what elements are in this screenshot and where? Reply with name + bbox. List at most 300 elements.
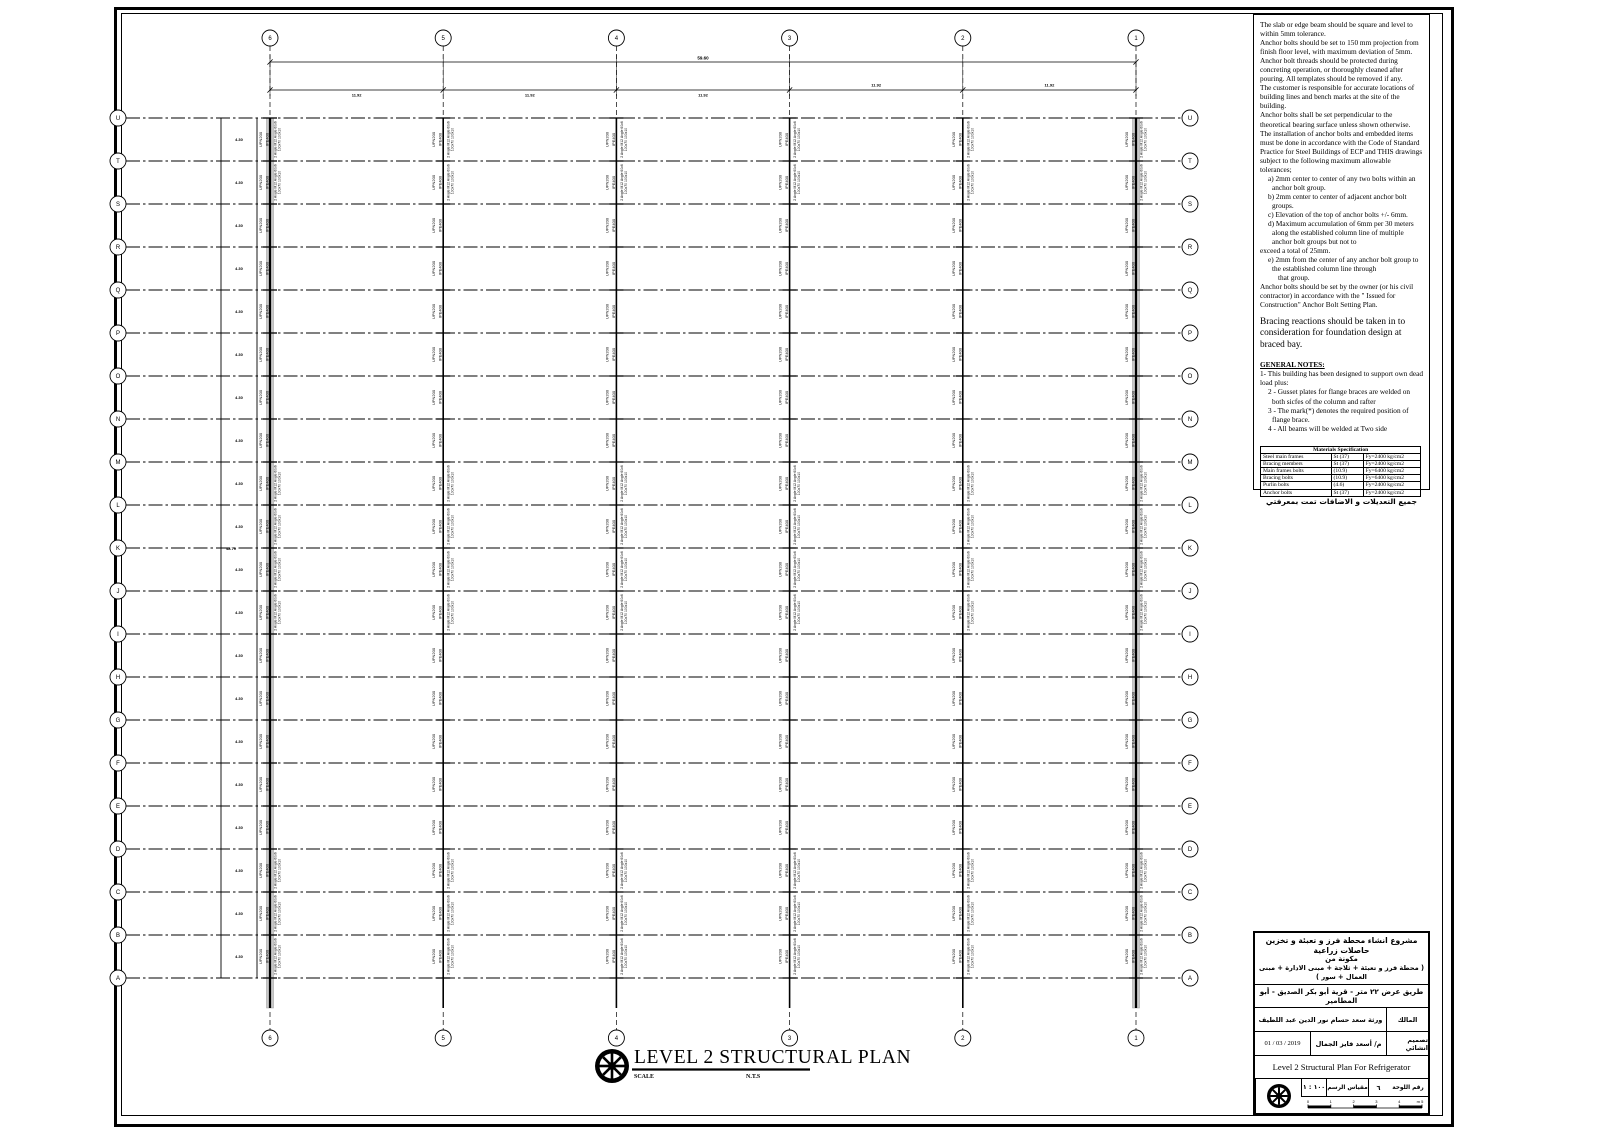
member-label-angle: 100x70 100x10 — [450, 557, 455, 582]
row-bubble-right — [1182, 841, 1198, 857]
member-label-channel: UPN200 — [777, 131, 783, 148]
row-bubble-left — [110, 712, 126, 728]
svg-text:S: S — [1187, 202, 1193, 209]
row-bubble-right — [1182, 110, 1198, 126]
row-gap-dimension: 4.30 — [235, 696, 243, 702]
member-label-angle: 100x70 100x10 — [1143, 901, 1148, 926]
member-label-channel: UPN200 — [950, 346, 956, 363]
member-label-angle: 100x70 100x10 — [970, 514, 975, 539]
member-label-channel: UPN200 — [258, 260, 263, 277]
member-label-channel: UPN200 — [431, 604, 437, 621]
member-label-channel: UPN200 — [1124, 303, 1129, 320]
column-bubble-bottom — [782, 1030, 798, 1046]
note-line: 3 - The mark(*) denotes the required position of flange brace. — [1268, 405, 1409, 424]
member-label-angle: 100x70 100x10 — [623, 557, 628, 582]
row-bubble-right — [1182, 626, 1198, 642]
member-label-angle: 100x70 100x10 — [1143, 471, 1148, 496]
member-label-beam: IPE400 — [957, 820, 963, 835]
bay-dimension: 11.92 — [698, 92, 708, 98]
member-label-channel: UPN200 — [604, 690, 610, 707]
member-label-channel: UPN200 — [950, 819, 956, 836]
row-bubble-right — [1182, 798, 1198, 814]
member-label-channel: UPN200 — [777, 260, 783, 277]
row-bubble-right — [1182, 153, 1198, 169]
member-label-angle: 100x70 100x10 — [450, 471, 455, 496]
row-gap-dimension: 4.30 — [235, 782, 243, 788]
member-label-beam: IPE400 — [610, 605, 616, 620]
svg-text:6: 6 — [268, 1036, 272, 1043]
member-label-angle: 2 Angle M12 Angle 60x6 — [966, 121, 971, 158]
member-label-angle: 2 Angle M12 Angle 60x6 — [273, 852, 278, 889]
member-label-angle: 100x70 100x10 — [797, 858, 802, 883]
member-label-channel: UPN200 — [258, 217, 263, 234]
member-label-channel: UPN200 — [604, 131, 610, 148]
row-gap-dimension: 4.30 — [235, 739, 243, 745]
column-bubble-bottom — [262, 1030, 278, 1046]
svg-text:5: 5 — [441, 1036, 445, 1043]
member-label-channel: UPN200 — [777, 389, 783, 406]
member-label-beam: IPE400 — [610, 476, 616, 491]
row-bubble-right — [1182, 196, 1198, 212]
designer-row — [1255, 1032, 1428, 1056]
member-label-angle: 2 Angle M12 Angle 60x6 — [619, 465, 624, 502]
member-label-channel: UPN200 — [604, 819, 610, 836]
row-bubble-right — [1182, 970, 1198, 986]
member-label-angle: 2 Angle M12 Angle 60x6 — [273, 121, 278, 158]
member-label-beam: IPE400 — [784, 906, 790, 921]
member-label-channel: UPN200 — [777, 647, 783, 664]
member-label-channel: UPN200 — [777, 776, 783, 793]
member-label-channel: UPN200 — [258, 948, 263, 965]
row-bubble-right — [1182, 239, 1198, 255]
member-label-beam: IPE400 — [1130, 863, 1136, 878]
member-label-beam: IPE400 — [784, 562, 790, 577]
svg-text:U: U — [1187, 116, 1193, 123]
member-label-beam: IPE400 — [1130, 562, 1136, 577]
member-label-angle: 100x70 100x10 — [797, 170, 802, 195]
member-label-angle: 100x70 100x10 — [797, 901, 802, 926]
member-label-channel: UPN200 — [1124, 389, 1129, 406]
row-bubble-left — [110, 755, 126, 771]
row-bubble-right — [1182, 927, 1198, 943]
member-label-channel: UPN200 — [1124, 776, 1129, 793]
member-label-beam: IPE400 — [957, 132, 963, 147]
owner-row — [1255, 1008, 1428, 1032]
member-label-channel: UPN200 — [1124, 518, 1129, 535]
svg-text:S: S — [115, 202, 121, 209]
member-label-beam: IPE400 — [264, 863, 270, 878]
member-label-beam: IPE400 — [784, 691, 790, 706]
member-label-beam: IPE400 — [264, 734, 270, 749]
member-label-angle: 2 Angle M12 Angle 60x6 — [1139, 895, 1144, 932]
svg-text:A: A — [115, 976, 121, 983]
member-label-beam: IPE400 — [1130, 777, 1136, 792]
member-label-angle: 100x70 100x10 — [797, 600, 802, 625]
member-label-angle: 100x70 100x10 — [1143, 170, 1148, 195]
member-label-beam: IPE400 — [1130, 820, 1136, 835]
member-label-angle: 2 Angle M12 Angle 60x6 — [1139, 164, 1144, 201]
member-label-angle: 2 Angle M12 Angle 60x6 — [446, 465, 451, 502]
project-location: طريق عرض ٢٢ متر - قرية أبو بكر الصديق - أبو المطامير — [1255, 985, 1428, 1008]
member-label-channel: UPN200 — [431, 303, 437, 320]
member-label-angle: 2 Angle M12 Angle 60x6 — [966, 551, 971, 588]
svg-text:O: O — [115, 374, 121, 381]
svg-text:Q: Q — [115, 288, 121, 295]
member-label-channel: UPN200 — [950, 217, 956, 234]
row-gap-dimension: 4.30 — [235, 610, 243, 616]
svg-text:K: K — [1187, 546, 1193, 553]
member-label-channel: UPN200 — [431, 776, 437, 793]
member-label-channel: UPN200 — [950, 776, 956, 793]
svg-text:2: 2 — [1351, 1098, 1355, 1104]
member-label-beam: IPE400 — [957, 347, 963, 362]
svg-text:4: 4 — [1397, 1098, 1400, 1104]
member-label-beam: IPE400 — [957, 433, 963, 448]
member-label-channel: UPN200 — [777, 174, 783, 191]
svg-text:3: 3 — [1374, 1098, 1378, 1104]
member-label-angle: 2 Angle M12 Angle 60x6 — [793, 551, 798, 588]
row-bubble-left — [110, 970, 126, 986]
svg-text:D: D — [1187, 847, 1193, 854]
member-label-angle: 2 Angle M12 Angle 60x6 — [966, 895, 971, 932]
svg-text:M: M — [115, 460, 121, 467]
member-label-channel: UPN200 — [1124, 346, 1129, 363]
svg-text:P: P — [1187, 331, 1193, 338]
member-label-channel: UPN200 — [950, 131, 956, 148]
member-label-beam: IPE400 — [437, 132, 443, 147]
member-label-beam: IPE400 — [264, 175, 270, 190]
member-label-angle: 100x70 100x10 — [277, 557, 282, 582]
member-label-beam: IPE400 — [264, 777, 270, 792]
member-label-beam: IPE400 — [784, 605, 790, 620]
row-bubble-left — [110, 884, 126, 900]
member-label-channel: UPN200 — [950, 905, 956, 922]
svg-text:L: L — [1188, 503, 1192, 510]
svg-text:E: E — [115, 804, 121, 811]
member-label-channel: UPN200 — [431, 389, 437, 406]
svg-text:R: R — [115, 245, 121, 252]
note-line: 2 - Gusset plates for flange braces are welded on both sicfes of the column and rafter — [1268, 387, 1411, 406]
note-line: Bracing reactions should be taken in to consideration for foundation design at braced bay. — [1260, 316, 1406, 350]
member-label-angle: 100x70 100x10 — [797, 127, 802, 152]
svg-text:U: U — [115, 116, 121, 123]
member-label-angle: 2 Angle M12 Angle 60x6 — [619, 594, 624, 631]
member-label-angle: 2 Angle M12 Angle 60x6 — [793, 508, 798, 545]
member-label-channel: UPN200 — [431, 862, 437, 879]
member-label-beam: IPE400 — [784, 390, 790, 405]
member-label-beam: IPE400 — [264, 906, 270, 921]
member-label-channel: UPN200 — [950, 432, 956, 449]
member-label-channel: UPN200 — [950, 948, 956, 965]
member-label-angle: 2 Angle M12 Angle 60x6 — [446, 508, 451, 545]
member-label-beam: IPE400 — [264, 648, 270, 663]
project-title-line2: مكونة من — [1325, 955, 1358, 964]
member-label-channel: UPN200 — [777, 303, 783, 320]
materials-table-title: Materials Specification — [1261, 446, 1421, 453]
member-label-angle: 100x70 100x10 — [277, 901, 282, 926]
sheet-title-english: Level 2 Structural Plan For Refrigerator — [1255, 1056, 1428, 1079]
member-label-beam: IPE400 — [1130, 605, 1136, 620]
member-label-beam: IPE400 — [784, 175, 790, 190]
member-label-angle: 100x70 100x10 — [797, 944, 802, 969]
materials-table-row: Purlin bolts (4.6) Fy=2400 kg/cm2 — [1261, 482, 1421, 489]
member-label-angle: 2 Angle M12 Angle 60x6 — [446, 895, 451, 932]
member-label-beam: IPE400 — [784, 949, 790, 964]
row-bubble-right — [1182, 669, 1198, 685]
member-label-angle: 100x70 100x10 — [797, 557, 802, 582]
svg-text:J: J — [1188, 589, 1192, 596]
member-label-beam: IPE400 — [264, 691, 270, 706]
member-label-beam: IPE400 — [264, 390, 270, 405]
materials-table-row: Bracing members St (37) Fy=2400 kg/cm2 — [1261, 460, 1421, 467]
svg-text:C: C — [115, 890, 121, 897]
note-line: d) Maximum accumulation of 6mm per 30 meters along the established column line of multiple anchor bolt groups but not to — [1268, 219, 1414, 247]
row-gap-dimension: 4.30 — [235, 266, 243, 272]
member-label-channel: UPN200 — [431, 948, 437, 965]
member-label-beam: IPE400 — [784, 476, 790, 491]
member-label-beam: IPE400 — [437, 734, 443, 749]
member-label-channel: UPN200 — [950, 389, 956, 406]
svg-text:D: D — [115, 847, 121, 854]
member-label-channel: UPN200 — [258, 862, 263, 879]
svg-text:4: 4 — [614, 1036, 619, 1043]
member-label-channel: UPN200 — [258, 131, 263, 148]
sheet-number-label: رقم اللوحة — [1392, 1084, 1424, 1091]
row-bubble-left — [110, 798, 126, 814]
member-label-angle: 100x70 100x10 — [450, 127, 455, 152]
member-label-channel: UPN200 — [258, 475, 263, 492]
member-label-angle: 100x70 100x10 — [797, 471, 802, 496]
member-label-beam: IPE400 — [957, 175, 963, 190]
member-label-angle: 2 Angle M12 Angle 60x6 — [273, 938, 278, 975]
member-label-angle: 100x70 100x10 — [1143, 514, 1148, 539]
member-label-beam: IPE400 — [957, 304, 963, 319]
member-label-channel: UPN200 — [777, 518, 783, 535]
member-label-beam: IPE400 — [264, 949, 270, 964]
row-gap-dimension: 4.30 — [235, 481, 243, 487]
member-label-channel: UPN200 — [604, 733, 610, 750]
member-label-beam: IPE400 — [437, 433, 443, 448]
svg-text:B: B — [1187, 933, 1193, 940]
member-label-channel: UPN200 — [777, 905, 783, 922]
member-label-channel: UPN200 — [258, 776, 263, 793]
member-label-angle: 2 Angle M12 Angle 60x6 — [619, 551, 624, 588]
member-label-channel: UPN200 — [1124, 561, 1129, 578]
member-label-channel: UPN200 — [777, 346, 783, 363]
member-label-channel: UPN200 — [258, 905, 263, 922]
member-label-angle: 100x70 100x10 — [1143, 858, 1148, 883]
member-label-channel: UPN200 — [777, 475, 783, 492]
member-label-angle: 100x70 100x10 — [623, 170, 628, 195]
member-label-beam: IPE400 — [957, 261, 963, 276]
svg-text:T: T — [1188, 159, 1192, 166]
member-label-channel: UPN200 — [1124, 733, 1129, 750]
note-line: GENERAL NOTES: — [1260, 360, 1325, 370]
drawing-date: 01 / 03 / 2019 — [1255, 1032, 1311, 1055]
svg-text:H: H — [115, 675, 121, 682]
member-label-beam: IPE400 — [784, 261, 790, 276]
member-label-angle: 2 Angle M12 Angle 60x6 — [1139, 594, 1144, 631]
member-label-angle: 2 Angle M12 Angle 60x6 — [1139, 508, 1144, 545]
member-label-channel: UPN200 — [604, 475, 610, 492]
member-label-channel: UPN200 — [431, 905, 437, 922]
member-label-channel: UPN200 — [258, 518, 263, 535]
note-line: Anchor bolts should be set to 150 mm projection from finish floor level, with maximum deviation of 5mm. Anchor bolt threads should be protected during concreting operation, or thoroughly cleaned after pouring. All templates should be removed if any. — [1260, 38, 1419, 84]
member-label-angle: 100x70 100x10 — [1143, 557, 1148, 582]
member-label-beam: IPE400 — [957, 734, 963, 749]
member-label-angle: 100x70 100x10 — [277, 170, 282, 195]
member-label-beam: IPE400 — [784, 777, 790, 792]
note-line: 1- This building has been designed to support own dead load plus: — [1260, 369, 1424, 388]
svg-text:Q: Q — [1187, 288, 1193, 295]
member-label-beam: IPE400 — [610, 347, 616, 362]
member-label-channel: UPN200 — [604, 174, 610, 191]
member-label-beam: IPE400 — [957, 605, 963, 620]
member-label-channel: UPN200 — [604, 561, 610, 578]
row-bubble-left — [110, 282, 126, 298]
materials-table-row: Main frames bolts (10.9) Fy=6400 kg/cm2 — [1261, 468, 1421, 475]
member-label-angle: 2 Angle M12 Angle 60x6 — [966, 594, 971, 631]
svg-text:3: 3 — [787, 36, 792, 43]
svg-text:1: 1 — [1329, 1098, 1332, 1104]
member-label-angle: 2 Angle M12 Angle 60x6 — [446, 551, 451, 588]
note-line: 4 - All beams will be welded at Two side — [1268, 423, 1388, 433]
svg-text:L: L — [116, 503, 120, 510]
svg-text:E: E — [1187, 804, 1193, 811]
row-bubble-right — [1182, 884, 1198, 900]
row-gap-dimension: 4.30 — [235, 180, 243, 186]
member-label-channel: UPN200 — [950, 475, 956, 492]
member-label-beam: IPE400 — [1130, 734, 1136, 749]
svg-text:J: J — [116, 589, 120, 596]
member-label-angle: 2 Angle M12 Angle 60x6 — [1139, 551, 1144, 588]
member-label-beam: IPE400 — [784, 433, 790, 448]
member-label-angle: 100x70 100x10 — [1143, 600, 1148, 625]
member-label-beam: IPE400 — [610, 863, 616, 878]
member-label-angle: 100x70 100x10 — [970, 170, 975, 195]
member-label-channel: UPN200 — [950, 303, 956, 320]
member-label-beam: IPE400 — [437, 691, 443, 706]
owner-label: المالك — [1386, 1008, 1428, 1031]
member-label-beam: IPE400 — [1130, 218, 1136, 233]
member-label-channel: UPN200 — [431, 346, 437, 363]
member-label-beam: IPE400 — [264, 605, 270, 620]
note-line: The installation of anchor bolts and embedded items must be done in accordance with the Code of Standard Practice for Steel Buildings of ECP and THIS drawings subject to the following maximum allowable tolerances; — [1260, 128, 1423, 174]
row-bubble-left — [110, 368, 126, 384]
member-label-beam: IPE400 — [437, 175, 443, 190]
row-gap-dimension: 4.30 — [235, 653, 243, 659]
member-label-beam: IPE400 — [1130, 261, 1136, 276]
column-bubble-top — [608, 30, 624, 46]
member-label-beam: IPE400 — [610, 433, 616, 448]
scale-and-number-row — [1255, 1079, 1428, 1113]
member-label-angle: 2 Angle M12 Angle 60x6 — [273, 895, 278, 932]
member-label-channel: UPN200 — [431, 733, 437, 750]
column-bubble-bottom — [608, 1030, 624, 1046]
overall-vertical-dimension: 48.79 — [225, 546, 237, 551]
svg-text:K: K — [115, 546, 121, 553]
member-label-angle: 100x70 100x10 — [970, 944, 975, 969]
member-label-beam: IPE400 — [1130, 906, 1136, 921]
member-label-beam: IPE400 — [957, 519, 963, 534]
row-bubble-right — [1182, 583, 1198, 599]
row-bubble-left — [110, 583, 126, 599]
graphic-scale-bar — [1301, 1097, 1428, 1113]
sheet-number-value: ٦ — [1368, 1079, 1388, 1096]
member-label-channel: UPN200 — [777, 561, 783, 578]
member-label-channel: UPN200 — [604, 217, 610, 234]
row-gap-dimension: 4.30 — [235, 309, 243, 315]
member-label-angle: 2 Angle M12 Angle 60x6 — [966, 164, 971, 201]
row-bubble-right — [1182, 454, 1198, 470]
bay-dimension: 11.92 — [524, 92, 535, 98]
column-bubble-bottom — [435, 1030, 451, 1046]
member-label-channel: UPN200 — [431, 217, 437, 234]
member-label-beam: IPE400 — [437, 949, 443, 964]
note-line: e) 2mm from the center of any anchor bolt group to the established column line through — [1268, 255, 1419, 274]
member-label-channel: UPN200 — [258, 432, 263, 449]
column-bubble-top — [435, 30, 451, 46]
svg-text:I: I — [117, 632, 119, 639]
member-label-angle: 100x70 100x10 — [970, 901, 975, 926]
member-label-channel: UPN200 — [1124, 260, 1129, 277]
member-label-channel: UPN200 — [1124, 862, 1129, 879]
member-label-beam: IPE400 — [437, 390, 443, 405]
svg-text:N: N — [115, 417, 121, 424]
row-bubble-left — [110, 497, 126, 513]
member-label-beam: IPE400 — [437, 347, 443, 362]
member-label-beam: IPE400 — [1130, 691, 1136, 706]
member-label-angle: 100x70 100x10 — [277, 514, 282, 539]
project-title-line3: ( محطة فرز و تعبئة + ثلاجة + مبنى الادارة + مبنى العمال + سور ) — [1259, 964, 1424, 981]
member-label-channel: UPN200 — [258, 303, 263, 320]
member-label-channel: UPN200 — [1124, 948, 1129, 965]
member-label-angle: 2 Angle M12 Angle 60x6 — [619, 164, 624, 201]
bay-dimension: 11.92 — [351, 92, 362, 98]
member-label-beam: IPE400 — [784, 519, 790, 534]
note-line: b) 2mm center to center of adjacent anchor bolt groups. — [1268, 191, 1407, 210]
member-label-beam: IPE400 — [264, 347, 270, 362]
member-label-beam: IPE400 — [264, 476, 270, 491]
member-label-beam: IPE400 — [437, 863, 443, 878]
member-label-beam: IPE400 — [957, 691, 963, 706]
member-label-angle: 2 Angle M12 Angle 60x6 — [273, 465, 278, 502]
svg-text:R: R — [1187, 245, 1193, 252]
certification-note-arabic: جميع التعديلات و الاضافات تمت بمعرفتي — [1266, 496, 1417, 506]
member-label-channel: UPN200 — [258, 174, 263, 191]
project-title-line1: مشروع انشاء محطة فرز و تعبئة و تخزين حاصلات زراعية — [1265, 935, 1418, 955]
member-label-beam: IPE400 — [957, 949, 963, 964]
member-label-beam: IPE400 — [437, 261, 443, 276]
member-label-angle: 100x70 100x10 — [623, 944, 628, 969]
member-label-beam: IPE400 — [610, 304, 616, 319]
drawing-scale-value: ١٠٠ : ١ — [1301, 1079, 1326, 1096]
member-label-channel: UPN200 — [604, 647, 610, 664]
svg-text:N: N — [1187, 417, 1193, 424]
member-label-channel: UPN200 — [431, 260, 437, 277]
member-label-channel: UPN200 — [431, 475, 437, 492]
member-label-beam: IPE400 — [610, 562, 616, 577]
member-label-angle: 2 Angle M12 Angle 60x6 — [446, 121, 451, 158]
row-bubble-left — [110, 626, 126, 642]
materials-table-row: Bracing bolts (10.9) Fy=6400 kg/cm2 — [1261, 475, 1421, 482]
member-label-beam: IPE400 — [610, 175, 616, 190]
member-label-angle: 100x70 100x10 — [623, 858, 628, 883]
member-label-angle: 100x70 100x10 — [797, 514, 802, 539]
note-line: Anchor bolts should be set by the owner (or his civil contractor) in accordance with the " Issued for Construction" Anchor Bolt Setting Plan. — [1260, 282, 1414, 310]
svg-text:4: 4 — [614, 36, 619, 43]
plan-scale-value: N.T.S — [746, 1074, 761, 1080]
